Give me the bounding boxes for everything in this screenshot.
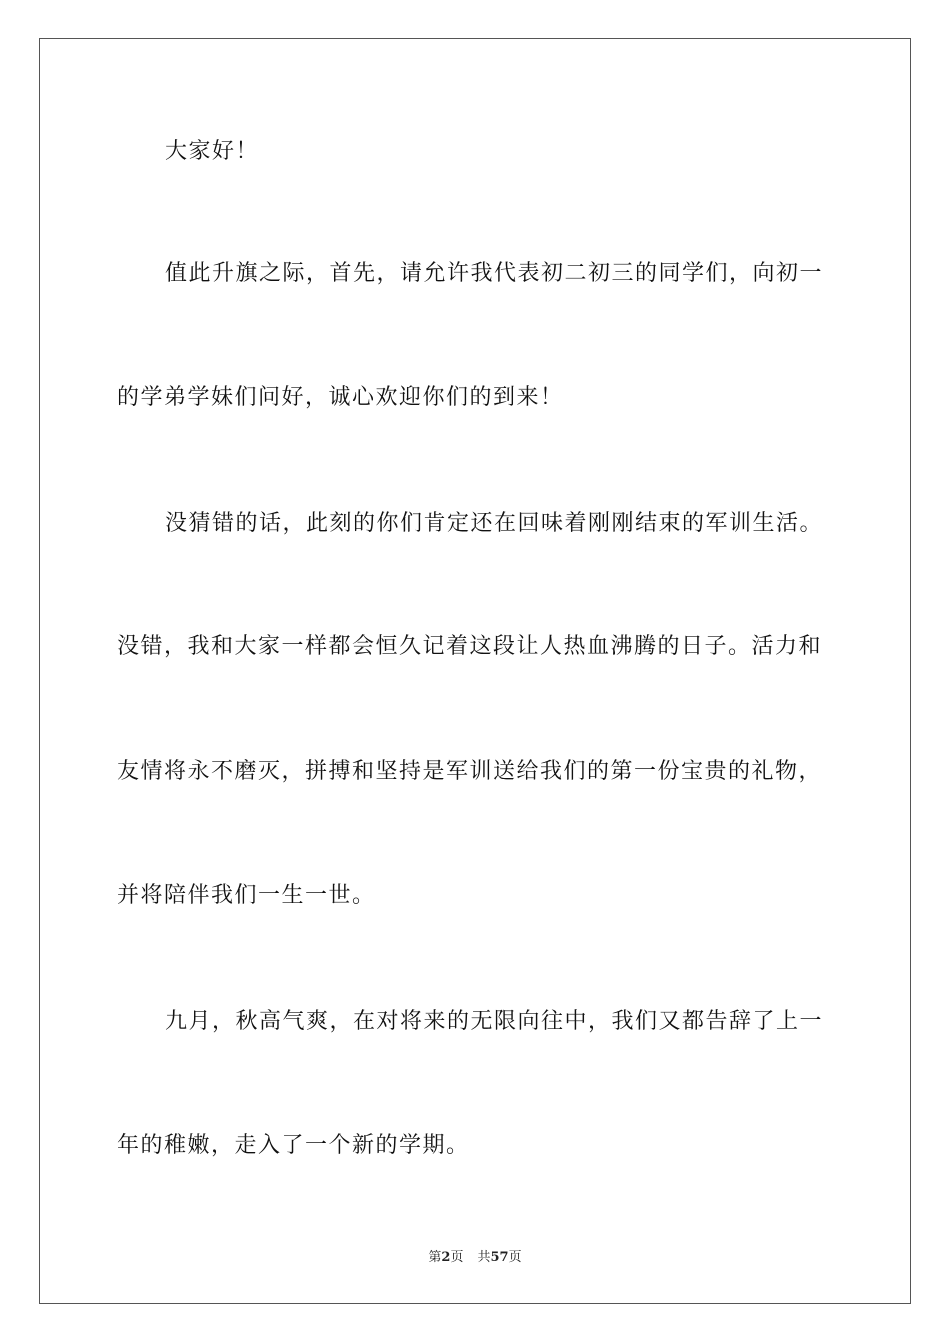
current-page-number: 2: [441, 1250, 451, 1265]
greeting-line: 大家好！: [165, 139, 260, 164]
paragraph-line: 没错，我和大家一样都会恒久记着这段让人热血沸腾的日子。活力和: [117, 634, 823, 659]
total-prefix: 共: [477, 1250, 491, 1265]
page-prefix: 第: [428, 1250, 442, 1265]
paragraph-line: 年的稚嫩，走入了一个新的学期。: [117, 1133, 470, 1158]
page-border: [39, 38, 911, 1304]
paragraph-line: 九月，秋高气爽，在对将来的无限向往中，我们又都告辞了上一: [165, 1009, 824, 1034]
paragraph-line: 没猜错的话，此刻的你们肯定还在回味着刚刚结束的军训生活。: [165, 511, 824, 536]
paragraph-line: 友情将永不磨灭，拼搏和坚持是军训送给我们的第一份宝贵的礼物，: [117, 759, 823, 784]
paragraph-line: 的学弟学妹们问好，诚心欢迎你们的到来！: [117, 385, 564, 410]
paragraph-line: 并将陪伴我们一生一世。: [117, 883, 376, 908]
total-suffix: 页: [508, 1250, 522, 1265]
page-suffix: 页: [450, 1250, 464, 1265]
page-footer: [0, 1249, 950, 1267]
total-pages-number: 57: [490, 1250, 509, 1265]
paragraph-line: 值此升旗之际，首先，请允许我代表初二初三的同学们，向初一: [165, 261, 824, 286]
